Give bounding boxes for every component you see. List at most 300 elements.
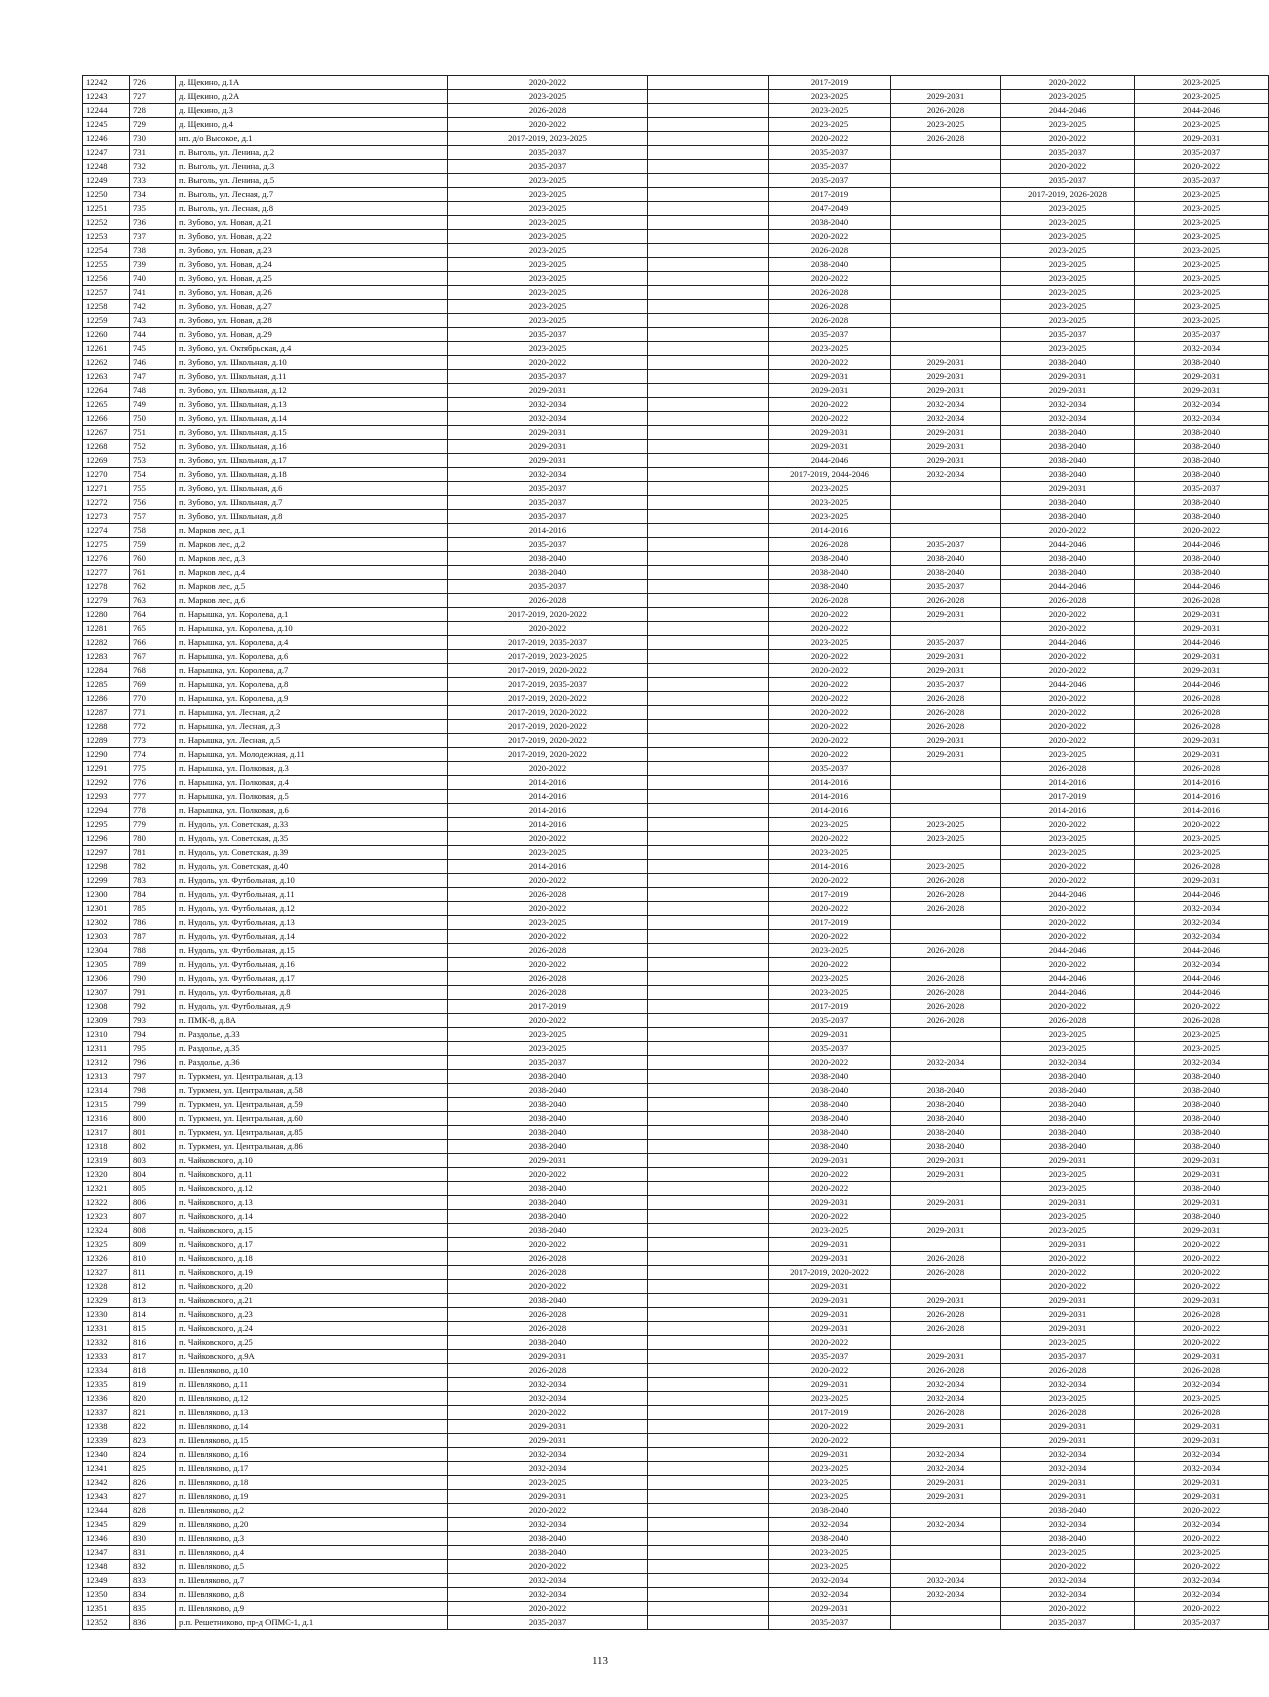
period-cell-1: 2020-2022 [448,622,648,636]
address-cell: п. Зубово, ул. Новая, д.22 [176,230,448,244]
table-row [83,832,1269,846]
period-cell-3: 2023-2025 [769,1392,891,1406]
period-cell-1: 2023-2025 [448,258,648,272]
period-cell-5: 2038-2040 [1001,1084,1135,1098]
period-cell-6: 2023-2025 [1135,216,1269,230]
table-row [83,1014,1269,1028]
period-cell-6: 2032-2034 [1135,1518,1269,1532]
address-cell: п. Нарышка, ул. Королева, д.10 [176,622,448,636]
period-cell-2 [648,538,769,552]
period-cell-5: 2026-2028 [1001,1014,1135,1028]
period-cell-5: 2020-2022 [1001,1602,1135,1616]
period-cell-1: 2029-2031 [448,1420,648,1434]
period-cell-4: 2023-2025 [891,860,1001,874]
period-cell-6: 2038-2040 [1135,510,1269,524]
period-cell-3: 2020-2022 [769,1364,891,1378]
period-cell-5: 2029-2031 [1001,1434,1135,1448]
period-cell-5: 2044-2046 [1001,580,1135,594]
table-row [83,426,1269,440]
address-cell: п. Чайковского, д.15 [176,1224,448,1238]
table-row [83,1378,1269,1392]
period-cell-4: 2032-2034 [891,1518,1001,1532]
table-row [83,1112,1269,1126]
period-cell-1: 2023-2025 [448,1476,648,1490]
table-row [83,1098,1269,1112]
period-cell-2 [648,244,769,258]
row-number-cell: 828 [130,1504,176,1518]
address-cell: п. Выголь, ул. Ленина, д.5 [176,174,448,188]
period-cell-5: 2023-2025 [1001,118,1135,132]
period-cell-1: 2026-2028 [448,1322,648,1336]
row-id-cell: 12251 [83,202,130,216]
row-id-cell: 12338 [83,1420,130,1434]
period-cell-5: 2038-2040 [1001,1112,1135,1126]
table-row [83,1168,1269,1182]
period-cell-4: 2023-2025 [891,832,1001,846]
schedule-table-container [82,75,1221,1630]
table-row [83,76,1269,90]
period-cell-3: 2023-2025 [769,636,891,650]
period-cell-4: 2038-2040 [891,1084,1001,1098]
period-cell-3: 2020-2022 [769,902,891,916]
period-cell-3: 2023-2025 [769,90,891,104]
period-cell-6: 2020-2022 [1135,160,1269,174]
period-cell-5: 2032-2034 [1001,1378,1135,1392]
row-id-cell: 12283 [83,650,130,664]
address-cell: п. Чайковского, д.20 [176,1280,448,1294]
period-cell-6: 2020-2022 [1135,524,1269,538]
table-row [83,986,1269,1000]
row-number-cell: 735 [130,202,176,216]
period-cell-4 [891,1504,1001,1518]
period-cell-2 [648,790,769,804]
table-row [83,664,1269,678]
period-cell-4: 2029-2031 [891,440,1001,454]
table-row [83,566,1269,580]
row-id-cell: 12266 [83,412,130,426]
period-cell-4 [891,1532,1001,1546]
period-cell-3: 2020-2022 [769,412,891,426]
period-cell-3: 2020-2022 [769,1056,891,1070]
period-cell-3: 2020-2022 [769,398,891,412]
period-cell-1: 2020-2022 [448,356,648,370]
period-cell-4 [891,216,1001,230]
address-cell: п. Раздолье, д.35 [176,1042,448,1056]
row-id-cell: 12351 [83,1602,130,1616]
period-cell-4: 2029-2031 [891,1350,1001,1364]
period-cell-6: 2032-2034 [1135,1448,1269,1462]
period-cell-6: 2044-2046 [1135,636,1269,650]
period-cell-5: 2023-2025 [1001,1210,1135,1224]
period-cell-2 [648,1112,769,1126]
period-cell-4 [891,1070,1001,1084]
row-id-cell: 12274 [83,524,130,538]
row-id-cell: 12316 [83,1112,130,1126]
period-cell-2 [648,1518,769,1532]
period-cell-2 [648,496,769,510]
period-cell-2 [648,440,769,454]
table-row [83,1294,1269,1308]
period-cell-4: 2029-2031 [891,1490,1001,1504]
table-row [83,650,1269,664]
table-row [83,538,1269,552]
address-cell: п. Чайковского, д.19 [176,1266,448,1280]
table-row [83,1028,1269,1042]
address-cell: п. Нудоль, ул. Футбольная, д.13 [176,916,448,930]
table-row [83,1056,1269,1070]
period-cell-6: 2020-2022 [1135,1280,1269,1294]
period-cell-5: 2026-2028 [1001,1364,1135,1378]
row-id-cell: 12345 [83,1518,130,1532]
period-cell-4 [891,174,1001,188]
address-cell: п. Нарышка, ул. Королева, д.9 [176,692,448,706]
period-cell-6: 2023-2025 [1135,230,1269,244]
table-row [83,370,1269,384]
row-number-cell: 817 [130,1350,176,1364]
table-row [83,300,1269,314]
period-cell-5: 2038-2040 [1001,454,1135,468]
period-cell-6: 2035-2037 [1135,146,1269,160]
row-number-cell: 769 [130,678,176,692]
period-cell-2 [648,258,769,272]
row-id-cell: 12331 [83,1322,130,1336]
period-cell-6: 2014-2016 [1135,790,1269,804]
period-cell-1: 2026-2028 [448,944,648,958]
period-cell-1: 2032-2034 [448,398,648,412]
period-cell-1: 2020-2022 [448,1560,648,1574]
period-cell-5: 2014-2016 [1001,776,1135,790]
address-cell: п. Шевляково, д.9 [176,1602,448,1616]
table-row [83,608,1269,622]
period-cell-1: 2023-2025 [448,846,648,860]
period-cell-1: 2020-2022 [448,1602,648,1616]
period-cell-6: 2044-2046 [1135,580,1269,594]
period-cell-1: 2038-2040 [448,552,648,566]
period-cell-1: 2026-2028 [448,1364,648,1378]
row-id-cell: 12314 [83,1084,130,1098]
period-cell-6: 2038-2040 [1135,552,1269,566]
period-cell-2 [648,328,769,342]
period-cell-6: 2035-2037 [1135,174,1269,188]
period-cell-4: 2026-2028 [891,1000,1001,1014]
row-id-cell: 12329 [83,1294,130,1308]
period-cell-3: 2029-2031 [769,426,891,440]
period-cell-6: 2020-2022 [1135,1336,1269,1350]
period-cell-1: 2029-2031 [448,1154,648,1168]
period-cell-5: 2023-2025 [1001,1224,1135,1238]
period-cell-5: 2032-2034 [1001,1056,1135,1070]
period-cell-1: 2020-2022 [448,1504,648,1518]
period-cell-3: 2035-2037 [769,762,891,776]
table-row [83,1070,1269,1084]
period-cell-5: 2038-2040 [1001,1126,1135,1140]
period-cell-1: 2020-2022 [448,762,648,776]
period-cell-1: 2026-2028 [448,1308,648,1322]
period-cell-5: 2020-2022 [1001,76,1135,90]
address-cell: п. Туркмен, ул. Центральная, д.85 [176,1126,448,1140]
row-number-cell: 813 [130,1294,176,1308]
table-row [83,1476,1269,1490]
row-number-cell: 810 [130,1252,176,1266]
table-row [83,678,1269,692]
period-cell-4: 2038-2040 [891,1140,1001,1154]
row-id-cell: 12300 [83,888,130,902]
period-cell-3: 2026-2028 [769,538,891,552]
period-cell-5: 2020-2022 [1001,902,1135,916]
table-row [83,468,1269,482]
period-cell-2 [648,1616,769,1630]
period-cell-1: 2020-2022 [448,958,648,972]
period-cell-1: 2023-2025 [448,1042,648,1056]
period-cell-2 [648,1336,769,1350]
row-number-cell: 794 [130,1028,176,1042]
row-number-cell: 777 [130,790,176,804]
period-cell-4: 2032-2034 [891,1574,1001,1588]
period-cell-6: 2044-2046 [1135,972,1269,986]
period-cell-1: 2020-2022 [448,1406,648,1420]
period-cell-5: 2020-2022 [1001,930,1135,944]
period-cell-6: 2023-2025 [1135,244,1269,258]
period-cell-2 [648,342,769,356]
period-cell-4: 2026-2028 [891,1308,1001,1322]
period-cell-1: 2026-2028 [448,1266,648,1280]
period-cell-3: 2023-2025 [769,944,891,958]
period-cell-4 [891,790,1001,804]
row-id-cell: 12290 [83,748,130,762]
period-cell-6: 2029-2031 [1135,608,1269,622]
table-row [83,146,1269,160]
table-row [83,1140,1269,1154]
row-number-cell: 815 [130,1322,176,1336]
row-id-cell: 12305 [83,958,130,972]
row-number-cell: 831 [130,1546,176,1560]
row-id-cell: 12278 [83,580,130,594]
row-number-cell: 758 [130,524,176,538]
table-row [83,482,1269,496]
row-id-cell: 12277 [83,566,130,580]
row-number-cell: 834 [130,1588,176,1602]
period-cell-1: 2038-2040 [448,1532,648,1546]
period-cell-5: 2038-2040 [1001,1098,1135,1112]
period-cell-5: 2020-2022 [1001,1280,1135,1294]
row-number-cell: 800 [130,1112,176,1126]
period-cell-1: 2038-2040 [448,1070,648,1084]
period-cell-4: 2029-2031 [891,1476,1001,1490]
period-cell-4: 2026-2028 [891,104,1001,118]
address-cell: п. Нудоль, ул. Футбольная, д.9 [176,1000,448,1014]
period-cell-6: 2029-2031 [1135,1490,1269,1504]
period-cell-3: 2020-2022 [769,622,891,636]
period-cell-5: 2029-2031 [1001,1294,1135,1308]
period-cell-6: 2032-2034 [1135,1588,1269,1602]
period-cell-3: 2014-2016 [769,776,891,790]
period-cell-4 [891,930,1001,944]
address-cell: п. Нарышка, ул. Королева, д.1 [176,608,448,622]
period-cell-2 [648,426,769,440]
row-number-cell: 754 [130,468,176,482]
period-cell-4 [891,1616,1001,1630]
row-number-cell: 732 [130,160,176,174]
period-cell-5: 2035-2037 [1001,146,1135,160]
period-cell-4 [891,230,1001,244]
period-cell-6: 2023-2025 [1135,90,1269,104]
period-cell-2 [648,1420,769,1434]
row-number-cell: 803 [130,1154,176,1168]
period-cell-6: 2020-2022 [1135,1252,1269,1266]
period-cell-5: 2044-2046 [1001,636,1135,650]
period-cell-3: 2038-2040 [769,1070,891,1084]
table-row [83,314,1269,328]
table-row [83,1252,1269,1266]
period-cell-3: 2026-2028 [769,594,891,608]
table-row [83,580,1269,594]
period-cell-5: 2023-2025 [1001,314,1135,328]
period-cell-2 [648,1490,769,1504]
period-cell-4: 2029-2031 [891,664,1001,678]
period-cell-2 [648,916,769,930]
row-id-cell: 12257 [83,286,130,300]
period-cell-5: 2023-2025 [1001,342,1135,356]
row-number-cell: 729 [130,118,176,132]
period-cell-3: 2044-2046 [769,454,891,468]
period-cell-6: 2032-2034 [1135,1056,1269,1070]
row-number-cell: 782 [130,860,176,874]
row-id-cell: 12276 [83,552,130,566]
period-cell-1: 2026-2028 [448,1252,648,1266]
row-id-cell: 12289 [83,734,130,748]
row-number-cell: 795 [130,1042,176,1056]
row-number-cell: 787 [130,930,176,944]
row-id-cell: 12301 [83,902,130,916]
period-cell-6: 2023-2025 [1135,76,1269,90]
table-row [83,902,1269,916]
period-cell-5: 2029-2031 [1001,384,1135,398]
address-cell: п. Шевляково, д.18 [176,1476,448,1490]
table-row [83,1000,1269,1014]
period-cell-5: 2020-2022 [1001,818,1135,832]
period-cell-3: 2029-2031 [769,370,891,384]
period-cell-6: 2014-2016 [1135,776,1269,790]
row-id-cell: 12321 [83,1182,130,1196]
row-id-cell: 12343 [83,1490,130,1504]
period-cell-4: 2032-2034 [891,398,1001,412]
period-cell-3: 2029-2031 [769,1322,891,1336]
address-cell: п. Чайковского, д.21 [176,1294,448,1308]
row-id-cell: 12245 [83,118,130,132]
table-row [83,846,1269,860]
period-cell-1: 2026-2028 [448,104,648,118]
period-cell-4: 2026-2028 [891,594,1001,608]
period-cell-3: 2023-2025 [769,972,891,986]
table-row [83,1490,1269,1504]
period-cell-1: 2026-2028 [448,888,648,902]
table-row [83,202,1269,216]
period-cell-3: 2020-2022 [769,720,891,734]
row-number-cell: 814 [130,1308,176,1322]
period-cell-1: 2026-2028 [448,594,648,608]
row-id-cell: 12298 [83,860,130,874]
period-cell-6: 2020-2022 [1135,1266,1269,1280]
address-cell: п. Чайковского, д.9А [176,1350,448,1364]
period-cell-5: 2044-2046 [1001,888,1135,902]
row-number-cell: 756 [130,496,176,510]
period-cell-1: 2014-2016 [448,524,648,538]
row-number-cell: 739 [130,258,176,272]
period-cell-2 [648,454,769,468]
period-cell-2 [648,678,769,692]
table-row [83,958,1269,972]
row-id-cell: 12310 [83,1028,130,1042]
period-cell-6: 2032-2034 [1135,1574,1269,1588]
address-cell: п. Чайковского, д.11 [176,1168,448,1182]
table-row [83,90,1269,104]
period-cell-1: 2020-2022 [448,118,648,132]
period-cell-6: 2032-2034 [1135,930,1269,944]
period-cell-2 [648,76,769,90]
period-cell-3: 2020-2022 [769,706,891,720]
period-cell-2 [648,958,769,972]
address-cell: п. Шевляково, д.8 [176,1588,448,1602]
period-cell-2 [648,272,769,286]
period-cell-1: 2023-2025 [448,230,648,244]
period-cell-2 [648,930,769,944]
row-number-cell: 774 [130,748,176,762]
period-cell-2 [648,104,769,118]
table-body [83,76,1269,1630]
period-cell-4 [891,300,1001,314]
period-cell-6: 2029-2031 [1135,622,1269,636]
row-number-cell: 820 [130,1392,176,1406]
row-number-cell: 736 [130,216,176,230]
period-cell-6: 2020-2022 [1135,1560,1269,1574]
period-cell-5: 2020-2022 [1001,916,1135,930]
period-cell-3: 2047-2049 [769,202,891,216]
row-number-cell: 786 [130,916,176,930]
period-cell-5: 2020-2022 [1001,650,1135,664]
period-cell-4 [891,314,1001,328]
period-cell-1: 2038-2040 [448,1546,648,1560]
table-row [83,720,1269,734]
row-number-cell: 759 [130,538,176,552]
address-cell: д. Щекино, д.3 [176,104,448,118]
row-number-cell: 827 [130,1490,176,1504]
period-cell-1: 2032-2034 [448,1574,648,1588]
period-cell-3: 2038-2040 [769,258,891,272]
period-cell-1: 2020-2022 [448,832,648,846]
period-cell-6: 2023-2025 [1135,832,1269,846]
row-id-cell: 12292 [83,776,130,790]
period-cell-3: 2017-2019 [769,1406,891,1420]
period-cell-4 [891,1560,1001,1574]
period-cell-5: 2032-2034 [1001,1462,1135,1476]
period-cell-3: 2038-2040 [769,1504,891,1518]
period-cell-3: 2038-2040 [769,1098,891,1112]
period-cell-4 [891,1210,1001,1224]
period-cell-4 [891,76,1001,90]
period-cell-5: 2023-2025 [1001,286,1135,300]
row-number-cell: 832 [130,1560,176,1574]
address-cell: п. Нудоль, ул. Футбольная, д.15 [176,944,448,958]
address-cell: п. Выголь, ул. Ленина, д.3 [176,160,448,174]
period-cell-5: 2029-2031 [1001,1322,1135,1336]
row-id-cell: 12282 [83,636,130,650]
row-number-cell: 733 [130,174,176,188]
row-id-cell: 12308 [83,1000,130,1014]
period-cell-2 [648,524,769,538]
period-cell-4 [891,272,1001,286]
period-cell-4: 2029-2031 [891,426,1001,440]
period-cell-5: 2017-2019, 2026-2028 [1001,188,1135,202]
